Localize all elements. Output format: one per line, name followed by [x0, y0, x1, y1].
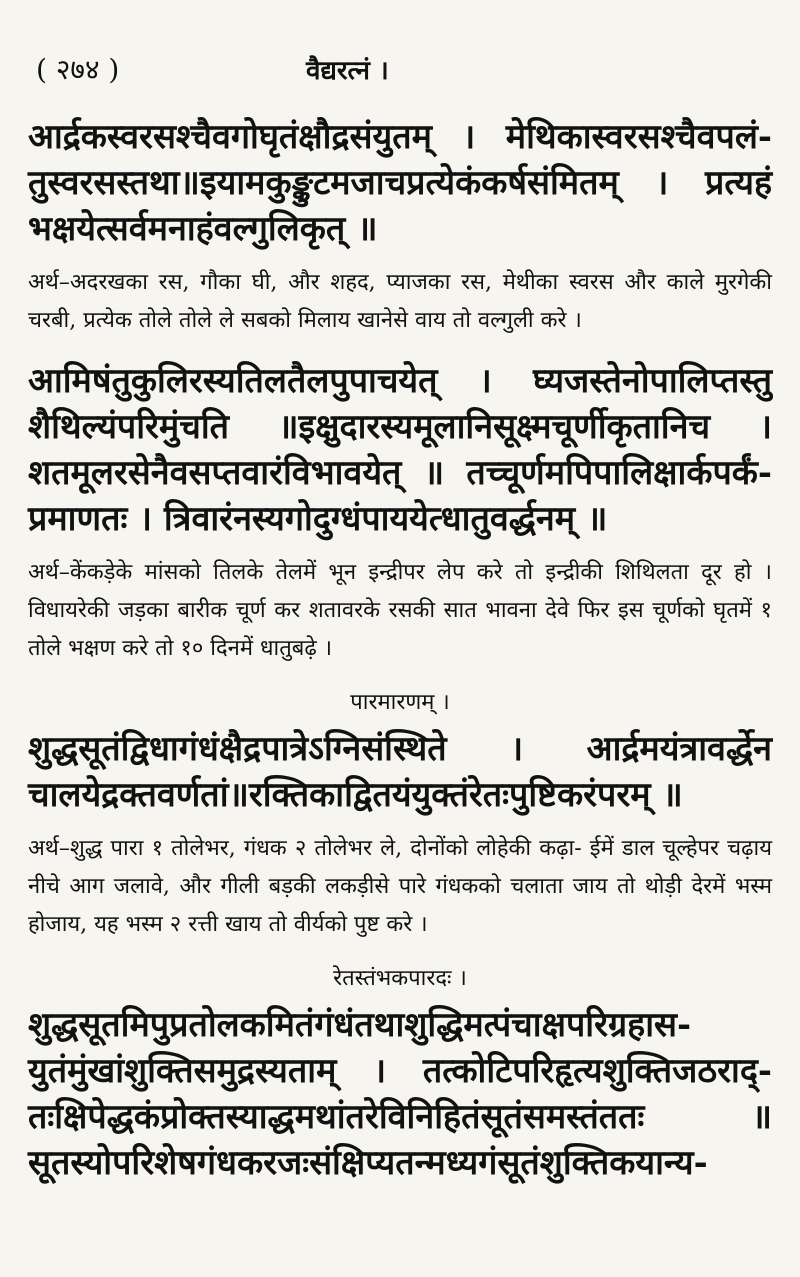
sanskrit-verse: शुद्धसूतंद्विधागंधंक्षैद्रपात्रेऽग्निसंस्थिते । आर्द्रमयंत्रावर्द्धेन चालयेद्रक्तवर्णतां॥रक्तिकाद्वितयंयुक्तंरेतःपुष्टिकरंपरम् ॥ [28, 729, 772, 815]
section-title: पारमारणम् । [350, 690, 450, 715]
sanskrit-verse: आर्द्रकस्वरसश्चैवगोघृतंक्षौद्रसंयुतम् । मेथिकास्वरसश्चैवपलं-तुस्वरसस्तथा॥इयामकुङ्कुटमजाचप्रत्येकंकर्षसंमितम् । प्रत्यहं भक्षयेत्सर्वमनाहंवल्गुलिकृत् ॥ [28, 117, 772, 249]
hindi-meaning: अर्थ–शुद्ध पारा १ तोलेभर, गंधक २ तोलेभर ले, दोनोंको लोहेकी कढ़ा- ईमें डाल चूल्हेपर चढ़ाय नीचे आग जलावे, और गीली बड़की लकड़ीसे पारे गंधकको चलाता जाय तो थोड़ी देरमें भस्म होजाय, यह भस्म २ रत्ती खाय तो वीर्यको पुष्ट करे । [28, 836, 772, 937]
sanskrit-verse: शुद्धसूतमिपुप्रताेलकमितंगंधंतथाशुद्धिमत्पंचाक्षपरिग्रहास- युतंमुंखांशुक्तिसमुद्रस्यताम् । तत्कोटिपरिहृत्यशुक्तिजठराद्- तःक्षिपेद्धकंप्रोक्तस्याद्धमथांतरेविनिहितंसूतंसमस्तंततः ॥ सूतस्योपरिशेषगंधकरजःसंक्षिप्यतन्मध्यगंसूतंशुक्तिकयान्य- [28, 1005, 772, 1183]
text-block-4 [28, 962, 772, 1186]
hindi-meaning: अर्थ–अदरखका रस, गौका घी, और शहद, प्याजका रस, मेथीका स्वरस और काले मुरगेकी चरबी, प्रत्येक तोले तोले ले सबको मिलाय खानेसे वाय तो वल्गुली करे । [28, 270, 772, 333]
page-header [28, 50, 772, 94]
section-title: रेतस्तंभकपारदः । [333, 966, 467, 991]
text-block-2 [28, 358, 772, 668]
running-title: वैद्यरत्नं । [306, 56, 389, 86]
page-number: ( २७४ ) [36, 53, 120, 86]
text-block-3 [28, 686, 772, 944]
hindi-meaning: अर्थ–केंकड़ेके मांसको तिलके तेलमें भून इन्द्रीपर लेप करे तो इन्द्रीकी शिथिलता दूर हो । विधायरेकी जड़का बारीक चूर्ण कर शतावरके रसकी सात भावना देवे फिर इस चूर्णको घृतमें १ तोले भक्षण करे तो १० दिनमें धातुबढ़े । [28, 560, 772, 661]
sanskrit-verse: आमिषंतुकुलिरस्यतिलतैलपुपाचयेत् । घ्यजस्तेनोपालिप्तस्तु शैथिल्यंपरिमुंचति ॥इक्षुदारस्यमूलानिसूक्ष्मचूर्णीकृतानिच । शतमूलरसेनैवसप्तवारंविभावयेत् ॥ तच्चूर्णमपिपालिक्षार्कपर्कं- प्रमाणतः । त्रिवारंनस्यगोदुग्धंपाययेत्धातुवर्द्धनम् ॥ [28, 361, 772, 539]
text-block-1 [28, 114, 772, 340]
